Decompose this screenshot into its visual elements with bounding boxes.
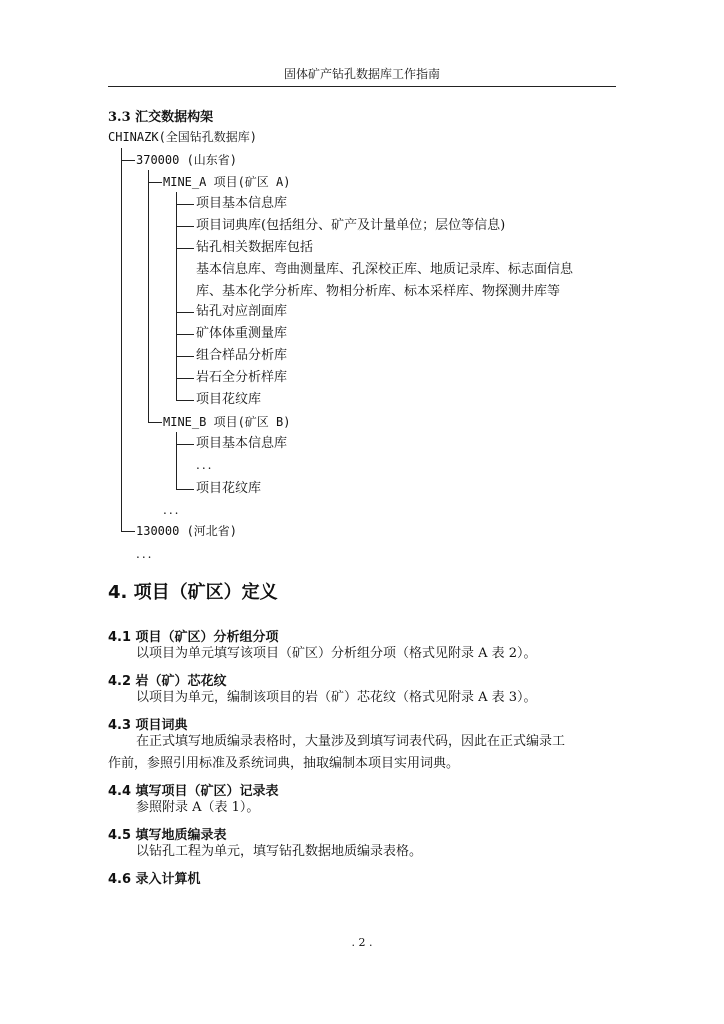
tree-branch: [148, 422, 162, 423]
tree-branch: [176, 356, 194, 357]
tree-root: CHINAZK(全国钻孔数据库): [108, 130, 258, 144]
section-4-2-title: 4.2 岩（矿）芯花纹: [108, 674, 227, 689]
section-4-4-text: 参照附录 A（表 1）。: [136, 800, 260, 815]
mine-a-item: 钻孔对应剖面库: [196, 304, 288, 319]
tree-branch: [176, 334, 194, 335]
tree-branch: [121, 531, 135, 532]
tree-province-hebei: 130000 (河北省): [136, 524, 238, 538]
tree-branch: [176, 444, 194, 445]
tree-province-shandong: 370000 (山东省): [136, 153, 238, 167]
section-4-title: 4. 项目（矿区）定义: [108, 582, 278, 603]
mine-a-item: 钻孔相关数据库包括: [196, 240, 314, 255]
section-4-2-text: 以项目为单元，编制该项目的岩（矿）芯花纹（格式见附录 A 表 3）。: [136, 690, 537, 705]
tree-line-mine-b: [176, 432, 177, 489]
mine-b-ellipsis: ...: [196, 458, 214, 472]
root-ellipsis: ...: [136, 547, 154, 561]
mine-a-item: 项目基本信息库: [196, 196, 288, 211]
tree-mine-b: MINE_B 项目(矿区 B): [163, 415, 291, 429]
section-4-1-title: 4.1 项目（矿区）分析组分项: [108, 630, 279, 645]
tree-mine-a: MINE_A 项目(矿区 A): [163, 175, 291, 189]
tree-branch: [176, 226, 194, 227]
section-4-5-title: 4.5 填写地质编录表: [108, 828, 227, 843]
mine-b-item: 项目基本信息库: [196, 436, 288, 451]
tree-branch: [176, 312, 194, 313]
section-4-1-text: 以项目为单元填写该项目（矿区）分析组分项（格式见附录 A 表 2）。: [136, 646, 537, 661]
mine-a-detail: 库、基本化学分析库、物相分析库、标本采样库、物探测井库等: [196, 284, 561, 299]
section-4-5-text: 以钻孔工程为单元，填写钻孔数据地质编录表格。: [136, 844, 423, 859]
tree-line-mine-a: [176, 192, 177, 400]
tree-branch: [176, 400, 194, 401]
mine-a-item: 项目词典库(包括组分、矿产及计量单位；层位等信息): [196, 218, 506, 233]
tree-branch: [176, 248, 194, 249]
section-4-3-text-1: 在正式填写地质编录表格时，大量涉及到填写词表代码，因此在正式编录工: [136, 734, 566, 749]
tree-branch: [121, 160, 135, 161]
tree-branch: [148, 182, 162, 183]
tree-branch: [176, 489, 194, 490]
page-number: . 2 .: [351, 936, 373, 949]
mine-a-item: 组合样品分析库: [196, 348, 288, 363]
section-4-6-title: 4.6 录入计算机: [108, 872, 201, 887]
tree-branch: [176, 378, 194, 379]
tree-line-province: [148, 170, 149, 422]
mine-a-item: 项目花纹库: [196, 392, 262, 407]
header-title: 固体矿产钻孔数据库工作指南: [283, 67, 440, 81]
section-4-4-title: 4.4 填写项目（矿区）记录表: [108, 784, 279, 799]
page-header: [108, 66, 616, 87]
mine-a-item: 岩石全分析样库: [196, 370, 288, 385]
tree-branch: [176, 204, 194, 205]
mine-a-item: 矿体体重测量库: [196, 326, 288, 341]
mine-b-item: 项目花纹库: [196, 481, 262, 496]
mine-a-detail: 基本信息库、弯曲测量库、孔深校正库、地质记录库、标志面信息: [196, 262, 574, 277]
section-3-3-title: 3.3 汇交数据构架: [108, 110, 214, 125]
section-4-3-title: 4.3 项目词典: [108, 718, 188, 733]
tree-line-root: [121, 148, 122, 531]
province-ellipsis: ...: [163, 503, 181, 517]
section-4-3-text-2: 作前，参照引用标准及系统词典，抽取编制本项目实用词典。: [108, 756, 460, 771]
